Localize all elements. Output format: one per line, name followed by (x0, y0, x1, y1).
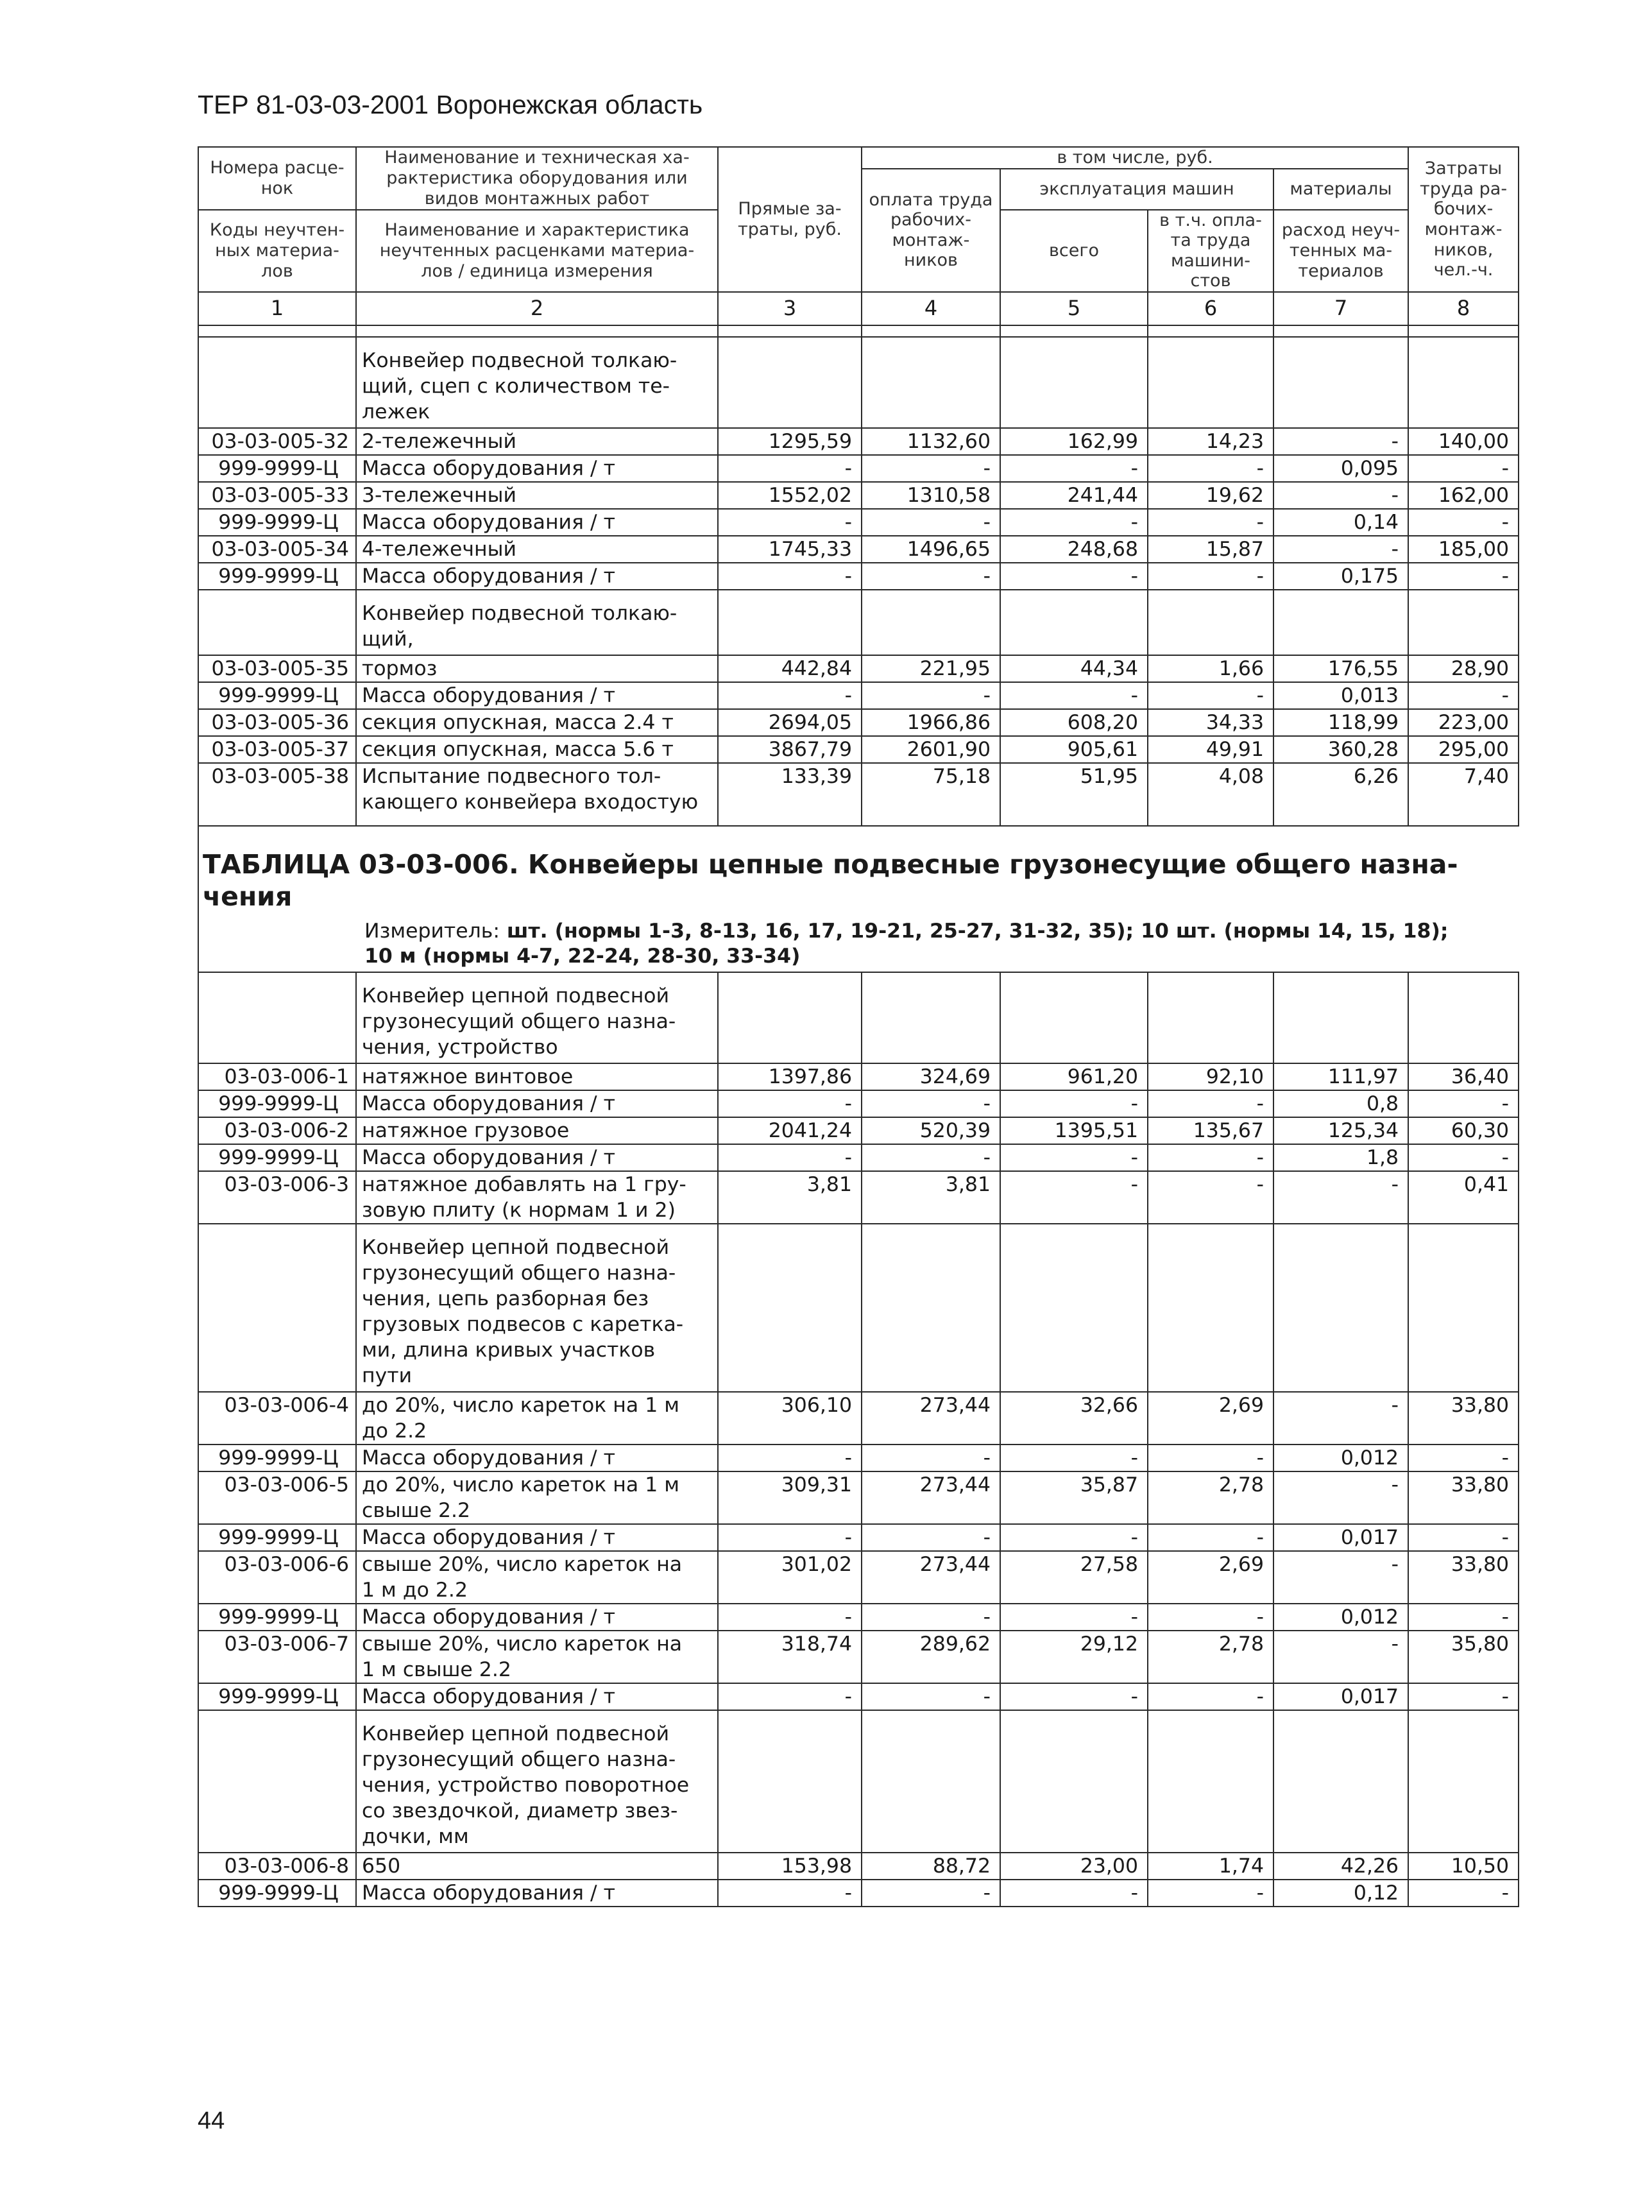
rate-code: 03-03-006-8 (198, 1853, 356, 1880)
value-c5: - (1000, 563, 1148, 590)
item-name: Масса оборудования / т (356, 1144, 718, 1171)
empty-cell (198, 1224, 356, 1392)
spacer-cell (1148, 325, 1273, 337)
item-name: Масса оборудования / т (356, 1880, 718, 1907)
value-c6: 2,78 (1148, 1631, 1273, 1683)
empty-cell (1000, 590, 1148, 655)
rate-code: 03-03-005-32 (198, 428, 356, 455)
header-labor-costs: Затраты труда ра- бочих- монтаж- ников, чел.-ч. (1408, 147, 1519, 292)
value-c3: - (718, 1445, 862, 1471)
spacer-cell (198, 815, 356, 826)
value-c7: - (1273, 1171, 1408, 1224)
value-c8: - (1408, 509, 1519, 536)
value-c7: 176,55 (1273, 655, 1408, 682)
header-materials: материалы (1273, 169, 1408, 210)
value-c3: 133,39 (718, 763, 862, 815)
value-c6: 49,91 (1148, 736, 1273, 763)
value-c7: - (1273, 1631, 1408, 1683)
value-c4: 324,69 (862, 1063, 1000, 1090)
value-c5: 905,61 (1000, 736, 1148, 763)
empty-cell (1148, 590, 1273, 655)
value-c3: 318,74 (718, 1631, 862, 1683)
header-machine-operation: эксплуатация машин (1000, 169, 1273, 210)
value-c4: 273,44 (862, 1551, 1000, 1604)
value-c8: - (1408, 1445, 1519, 1471)
measure-label: Измеритель: (364, 919, 500, 943)
value-c4: 1132,60 (862, 428, 1000, 455)
empty-cell (1273, 337, 1408, 428)
value-c6: 1,74 (1148, 1853, 1273, 1880)
empty-cell (862, 1710, 1000, 1853)
empty-cell (1000, 1224, 1148, 1392)
empty-cell (718, 1710, 862, 1853)
column-number: 3 (718, 292, 862, 325)
value-c3: 309,31 (718, 1471, 862, 1524)
item-name: до 20%, число кареток на 1 м свыше 2.2 (356, 1471, 718, 1524)
empty-cell (198, 590, 356, 655)
value-c7: - (1273, 536, 1408, 563)
empty-cell (1000, 337, 1148, 428)
value-c7: 360,28 (1273, 736, 1408, 763)
value-c6: 34,33 (1148, 709, 1273, 736)
value-c7: 6,26 (1273, 763, 1408, 815)
value-c7: 0,12 (1273, 1880, 1408, 1907)
value-c4: - (862, 1880, 1000, 1907)
value-c8: 162,00 (1408, 482, 1519, 509)
item-name: Масса оборудования / т (356, 1683, 718, 1710)
value-c3: 153,98 (718, 1853, 862, 1880)
table-header (198, 147, 1519, 325)
item-name: Масса оборудования / т (356, 1524, 718, 1551)
value-c8: - (1408, 1144, 1519, 1171)
value-c4: - (862, 1445, 1000, 1471)
value-c5: 44,34 (1000, 655, 1148, 682)
rate-code: 03-03-006-7 (198, 1631, 356, 1683)
value-c5: - (1000, 1090, 1148, 1117)
header-including: в том числе, руб. (862, 147, 1408, 169)
value-c5: 27,58 (1000, 1551, 1148, 1604)
value-c3: 1552,02 (718, 482, 862, 509)
empty-cell (1408, 590, 1519, 655)
value-c7: 0,095 (1273, 455, 1408, 482)
value-c8: - (1408, 455, 1519, 482)
item-name: натяжное винтовое (356, 1063, 718, 1090)
value-c3: 1397,86 (718, 1063, 862, 1090)
value-c8: - (1408, 1090, 1519, 1117)
value-c3: - (718, 563, 862, 590)
empty-cell (718, 590, 862, 655)
rate-code: 03-03-006-5 (198, 1471, 356, 1524)
column-number: 4 (862, 292, 1000, 325)
item-name: 650 (356, 1853, 718, 1880)
empty-cell (862, 590, 1000, 655)
empty-cell (198, 337, 356, 428)
value-c4: - (862, 509, 1000, 536)
value-c7: - (1273, 428, 1408, 455)
column-number: 2 (356, 292, 718, 325)
value-c6: - (1148, 1445, 1273, 1471)
rate-code: 03-03-005-34 (198, 536, 356, 563)
value-c6: - (1148, 1524, 1273, 1551)
value-c5: - (1000, 1880, 1148, 1907)
value-c6: 2,78 (1148, 1471, 1273, 1524)
item-name: Масса оборудования / т (356, 1090, 718, 1117)
value-c8: 33,80 (1408, 1471, 1519, 1524)
spacer-cell (1408, 815, 1519, 826)
empty-cell (1148, 337, 1273, 428)
value-c3: - (718, 682, 862, 709)
header-equipment-name: Наименование и техническая ха- рактеристика оборудования или видов монтажных работ (356, 147, 718, 210)
material-code: 999-9999-Ц (198, 1683, 356, 1710)
value-c6: 1,66 (1148, 655, 1273, 682)
material-code: 999-9999-Ц (198, 682, 356, 709)
value-c8: 60,30 (1408, 1117, 1519, 1144)
value-c3: - (718, 1090, 862, 1117)
spacer-cell (356, 325, 718, 337)
header-material-codes: Коды неучтен- ных материа- лов (198, 210, 356, 292)
spacer-cell (718, 815, 862, 826)
value-c6: 4,08 (1148, 763, 1273, 815)
item-name: свыше 20%, число кареток на 1 м до 2.2 (356, 1551, 718, 1604)
value-c5: 1395,51 (1000, 1117, 1148, 1144)
value-c4: 1496,65 (862, 536, 1000, 563)
spacer-cell (1148, 815, 1273, 826)
value-c5: - (1000, 1144, 1148, 1171)
empty-cell (1000, 1710, 1148, 1853)
empty-cell (1148, 1710, 1273, 1853)
empty-cell (1408, 1224, 1519, 1392)
value-c7: 125,34 (1273, 1117, 1408, 1144)
group-title: Конвейер подвесной толкаю- щий, сцеп с количеством те- лежек (356, 337, 718, 428)
value-c3: 301,02 (718, 1551, 862, 1604)
column-number: 5 (1000, 292, 1148, 325)
material-code: 999-9999-Ц (198, 563, 356, 590)
spacer-cell (1000, 325, 1148, 337)
value-c4: - (862, 682, 1000, 709)
value-c3: 2694,05 (718, 709, 862, 736)
spacer-cell (718, 325, 862, 337)
item-name: секция опускная, масса 5.6 т (356, 736, 718, 763)
rates-table (198, 146, 1519, 1907)
page-number: 44 (198, 2107, 225, 2134)
empty-cell (862, 337, 1000, 428)
spacer-cell (1273, 325, 1408, 337)
value-c5: 35,87 (1000, 1471, 1148, 1524)
item-name: Масса оборудования / т (356, 682, 718, 709)
rate-code: 03-03-006-6 (198, 1551, 356, 1604)
value-c6: - (1148, 1880, 1273, 1907)
value-c4: 2601,90 (862, 736, 1000, 763)
value-c3: - (718, 1144, 862, 1171)
value-c8: - (1408, 563, 1519, 590)
rate-code: 03-03-006-2 (198, 1117, 356, 1144)
value-c5: - (1000, 1604, 1148, 1631)
value-c8: 7,40 (1408, 763, 1519, 815)
value-c4: 273,44 (862, 1471, 1000, 1524)
value-c6: - (1148, 455, 1273, 482)
rate-code: 03-03-005-35 (198, 655, 356, 682)
empty-cell (1273, 1224, 1408, 1392)
value-c8: 185,00 (1408, 536, 1519, 563)
material-code: 999-9999-Ц (198, 455, 356, 482)
value-c5: 29,12 (1000, 1631, 1148, 1683)
measure-line (198, 913, 1519, 972)
empty-cell (1408, 337, 1519, 428)
value-c7: 0,012 (1273, 1604, 1408, 1631)
empty-cell (718, 972, 862, 1063)
value-c8: - (1408, 1880, 1519, 1907)
value-c5: - (1000, 455, 1148, 482)
value-c4: - (862, 1144, 1000, 1171)
value-c7: - (1273, 1471, 1408, 1524)
item-name: Масса оборудования / т (356, 509, 718, 536)
value-c5: - (1000, 682, 1148, 709)
value-c4: 273,44 (862, 1392, 1000, 1445)
empty-cell (1148, 972, 1273, 1063)
value-c4: 289,62 (862, 1631, 1000, 1683)
header-machines-total: всего (1000, 210, 1148, 292)
value-c3: - (718, 509, 862, 536)
material-code: 999-9999-Ц (198, 1604, 356, 1631)
spacer-cell (1273, 815, 1408, 826)
measure-units: шт. (нормы 1-3, 8-13, 16, 17, 19-21, 25-27, 31-32, 35); 10 шт. (нормы 14, 15, 18); 10 м (нормы 4-7, 22-24, 28-30, 33-34) (364, 919, 1449, 968)
value-c6: - (1148, 682, 1273, 709)
spacer-cell (1408, 325, 1519, 337)
value-c5: - (1000, 509, 1148, 536)
value-c6: - (1148, 1171, 1273, 1224)
value-c7: 42,26 (1273, 1853, 1408, 1880)
value-c6: 2,69 (1148, 1551, 1273, 1604)
item-name: секция опускная, масса 2.4 т (356, 709, 718, 736)
value-c4: 221,95 (862, 655, 1000, 682)
empty-cell (862, 1224, 1000, 1392)
value-c4: - (862, 1524, 1000, 1551)
value-c6: 19,62 (1148, 482, 1273, 509)
rate-code: 03-03-006-4 (198, 1392, 356, 1445)
value-c4: 1966,86 (862, 709, 1000, 736)
value-c7: 0,013 (1273, 682, 1408, 709)
value-c8: 223,00 (1408, 709, 1519, 736)
spacer-cell (198, 325, 356, 337)
value-c3: - (718, 1604, 862, 1631)
item-name: Испытание подвесного тол- кающего конвейера входостую (356, 763, 718, 815)
value-c5: - (1000, 1683, 1148, 1710)
item-name: 2-тележечный (356, 428, 718, 455)
header-machinists-pay: в т.ч. опла- та труда машини- стов (1148, 210, 1273, 292)
value-c5: - (1000, 1171, 1148, 1224)
empty-cell (1273, 590, 1408, 655)
empty-cell (198, 972, 356, 1063)
spacer-cell (862, 325, 1000, 337)
value-c4: - (862, 1604, 1000, 1631)
value-c6: - (1148, 1604, 1273, 1631)
header-direct-costs: Прямые за- траты, руб. (718, 147, 862, 292)
value-c8: - (1408, 1524, 1519, 1551)
value-c4: 75,18 (862, 763, 1000, 815)
empty-cell (718, 1224, 862, 1392)
value-c4: 3,81 (862, 1171, 1000, 1224)
value-c5: 961,20 (1000, 1063, 1148, 1090)
value-c4: - (862, 455, 1000, 482)
value-c3: 3,81 (718, 1171, 862, 1224)
value-c7: 118,99 (1273, 709, 1408, 736)
value-c8: 0,41 (1408, 1171, 1519, 1224)
value-c3: 3867,79 (718, 736, 862, 763)
item-name: Масса оборудования / т (356, 455, 718, 482)
rate-code: 03-03-005-37 (198, 736, 356, 763)
value-c3: - (718, 1880, 862, 1907)
value-c5: 32,66 (1000, 1392, 1148, 1445)
item-name: свыше 20%, число кареток на 1 м свыше 2.2 (356, 1631, 718, 1683)
value-c4: - (862, 563, 1000, 590)
header-material-consumption: расход неуч- тенных ма- териалов (1273, 210, 1408, 292)
material-code: 999-9999-Ц (198, 509, 356, 536)
value-c7: 111,97 (1273, 1063, 1408, 1090)
material-code: 999-9999-Ц (198, 1524, 356, 1551)
value-c5: 248,68 (1000, 536, 1148, 563)
empty-cell (718, 337, 862, 428)
item-name: Масса оборудования / т (356, 1604, 718, 1631)
item-name: Масса оборудования / т (356, 563, 718, 590)
material-code: 999-9999-Ц (198, 1880, 356, 1907)
header-workers-pay: оплата труда рабочих- монтаж- ников (862, 169, 1000, 292)
page-title: ТЕР 81-03-03-2001 Воронежская область (198, 90, 703, 119)
empty-cell (1408, 972, 1519, 1063)
value-c7: 0,012 (1273, 1445, 1408, 1471)
rate-code: 03-03-005-38 (198, 763, 356, 815)
item-name: натяжное грузовое (356, 1117, 718, 1144)
rate-code: 03-03-005-36 (198, 709, 356, 736)
group-title: Конвейер подвесной толкаю- щий, (356, 590, 718, 655)
empty-cell (1273, 1710, 1408, 1853)
value-c6: - (1148, 1090, 1273, 1117)
value-c6: - (1148, 509, 1273, 536)
value-c7: - (1273, 1392, 1408, 1445)
value-c3: - (718, 455, 862, 482)
value-c3: 2041,24 (718, 1117, 862, 1144)
value-c7: - (1273, 482, 1408, 509)
spacer-cell (1000, 815, 1148, 826)
empty-cell (1273, 972, 1408, 1063)
material-code: 999-9999-Ц (198, 1144, 356, 1171)
value-c8: - (1408, 1604, 1519, 1631)
value-c4: 88,72 (862, 1853, 1000, 1880)
value-c4: 1310,58 (862, 482, 1000, 509)
empty-cell (198, 1710, 356, 1853)
value-c5: 51,95 (1000, 763, 1148, 815)
material-code: 999-9999-Ц (198, 1090, 356, 1117)
value-c3: - (718, 1524, 862, 1551)
material-code: 999-9999-Ц (198, 1445, 356, 1471)
value-c6: 135,67 (1148, 1117, 1273, 1144)
item-name: до 20%, число кареток на 1 м до 2.2 (356, 1392, 718, 1445)
value-c7: - (1273, 1551, 1408, 1604)
value-c6: 92,10 (1148, 1063, 1273, 1090)
empty-cell (1408, 1710, 1519, 1853)
item-name: Масса оборудования / т (356, 1445, 718, 1471)
value-c5: - (1000, 1445, 1148, 1471)
value-c6: 14,23 (1148, 428, 1273, 455)
column-number: 7 (1273, 292, 1408, 325)
value-c8: - (1408, 682, 1519, 709)
rate-code: 03-03-006-3 (198, 1171, 356, 1224)
spacer-cell (356, 815, 718, 826)
column-number: 6 (1148, 292, 1273, 325)
value-c3: 306,10 (718, 1392, 862, 1445)
value-c6: - (1148, 1683, 1273, 1710)
value-c8: 36,40 (1408, 1063, 1519, 1090)
item-name: тормоз (356, 655, 718, 682)
value-c7: 0,017 (1273, 1683, 1408, 1710)
rate-code: 03-03-006-1 (198, 1063, 356, 1090)
column-number: 8 (1408, 292, 1519, 325)
spacer-cell (862, 815, 1000, 826)
value-c8: 10,50 (1408, 1853, 1519, 1880)
item-name: натяжное добавлять на 1 гру- зовую плиту (к нормам 1 и 2) (356, 1171, 718, 1224)
value-c5: 162,99 (1000, 428, 1148, 455)
item-name: 3-тележечный (356, 482, 718, 509)
rate-code: 03-03-005-33 (198, 482, 356, 509)
value-c6: - (1148, 1144, 1273, 1171)
item-name: 4-тележечный (356, 536, 718, 563)
empty-cell (1148, 1224, 1273, 1392)
value-c7: 1,8 (1273, 1144, 1408, 1171)
value-c6: - (1148, 563, 1273, 590)
empty-cell (1000, 972, 1148, 1063)
value-c4: 520,39 (862, 1117, 1000, 1144)
group-title: Конвейер цепной подвесной грузонесущий общего назна- чения, цепь разборная без грузовых подвесов с каретка- ми, длина кривых участков пути (356, 1224, 718, 1392)
header-rate-numbers: Номера расце- нок (198, 147, 356, 210)
value-c4: - (862, 1090, 1000, 1117)
value-c3: 1295,59 (718, 428, 862, 455)
value-c8: 295,00 (1408, 736, 1519, 763)
group-title: Конвейер цепной подвесной грузонесущий общего назна- чения, устройство поворотное со звездочкой, диаметр звез- дочки, мм (356, 1710, 718, 1853)
value-c3: - (718, 1683, 862, 1710)
value-c5: 241,44 (1000, 482, 1148, 509)
value-c8: 35,80 (1408, 1631, 1519, 1683)
table-heading: ТАБЛИЦА 03-03-006. Конвейеры цепные подвесные грузонесущие общего назна- чения (198, 826, 1519, 913)
group-title: Конвейер цепной подвесной грузонесущий общего назна- чения, устройство (356, 972, 718, 1063)
value-c5: - (1000, 1524, 1148, 1551)
value-c3: 442,84 (718, 655, 862, 682)
value-c6: 15,87 (1148, 536, 1273, 563)
value-c5: 608,20 (1000, 709, 1148, 736)
value-c4: - (862, 1683, 1000, 1710)
value-c7: 0,8 (1273, 1090, 1408, 1117)
value-c8: - (1408, 1683, 1519, 1710)
value-c5: 23,00 (1000, 1853, 1148, 1880)
column-number: 1 (198, 292, 356, 325)
value-c7: 0,14 (1273, 509, 1408, 536)
value-c6: 2,69 (1148, 1392, 1273, 1445)
value-c7: 0,175 (1273, 563, 1408, 590)
header-material-name: Наименование и характеристика неучтенных расценками материа- лов / единица измерения (356, 210, 718, 292)
value-c8: 28,90 (1408, 655, 1519, 682)
value-c7: 0,017 (1273, 1524, 1408, 1551)
empty-cell (862, 972, 1000, 1063)
value-c8: 33,80 (1408, 1392, 1519, 1445)
value-c3: 1745,33 (718, 536, 862, 563)
value-c8: 140,00 (1408, 428, 1519, 455)
value-c8: 33,80 (1408, 1551, 1519, 1604)
